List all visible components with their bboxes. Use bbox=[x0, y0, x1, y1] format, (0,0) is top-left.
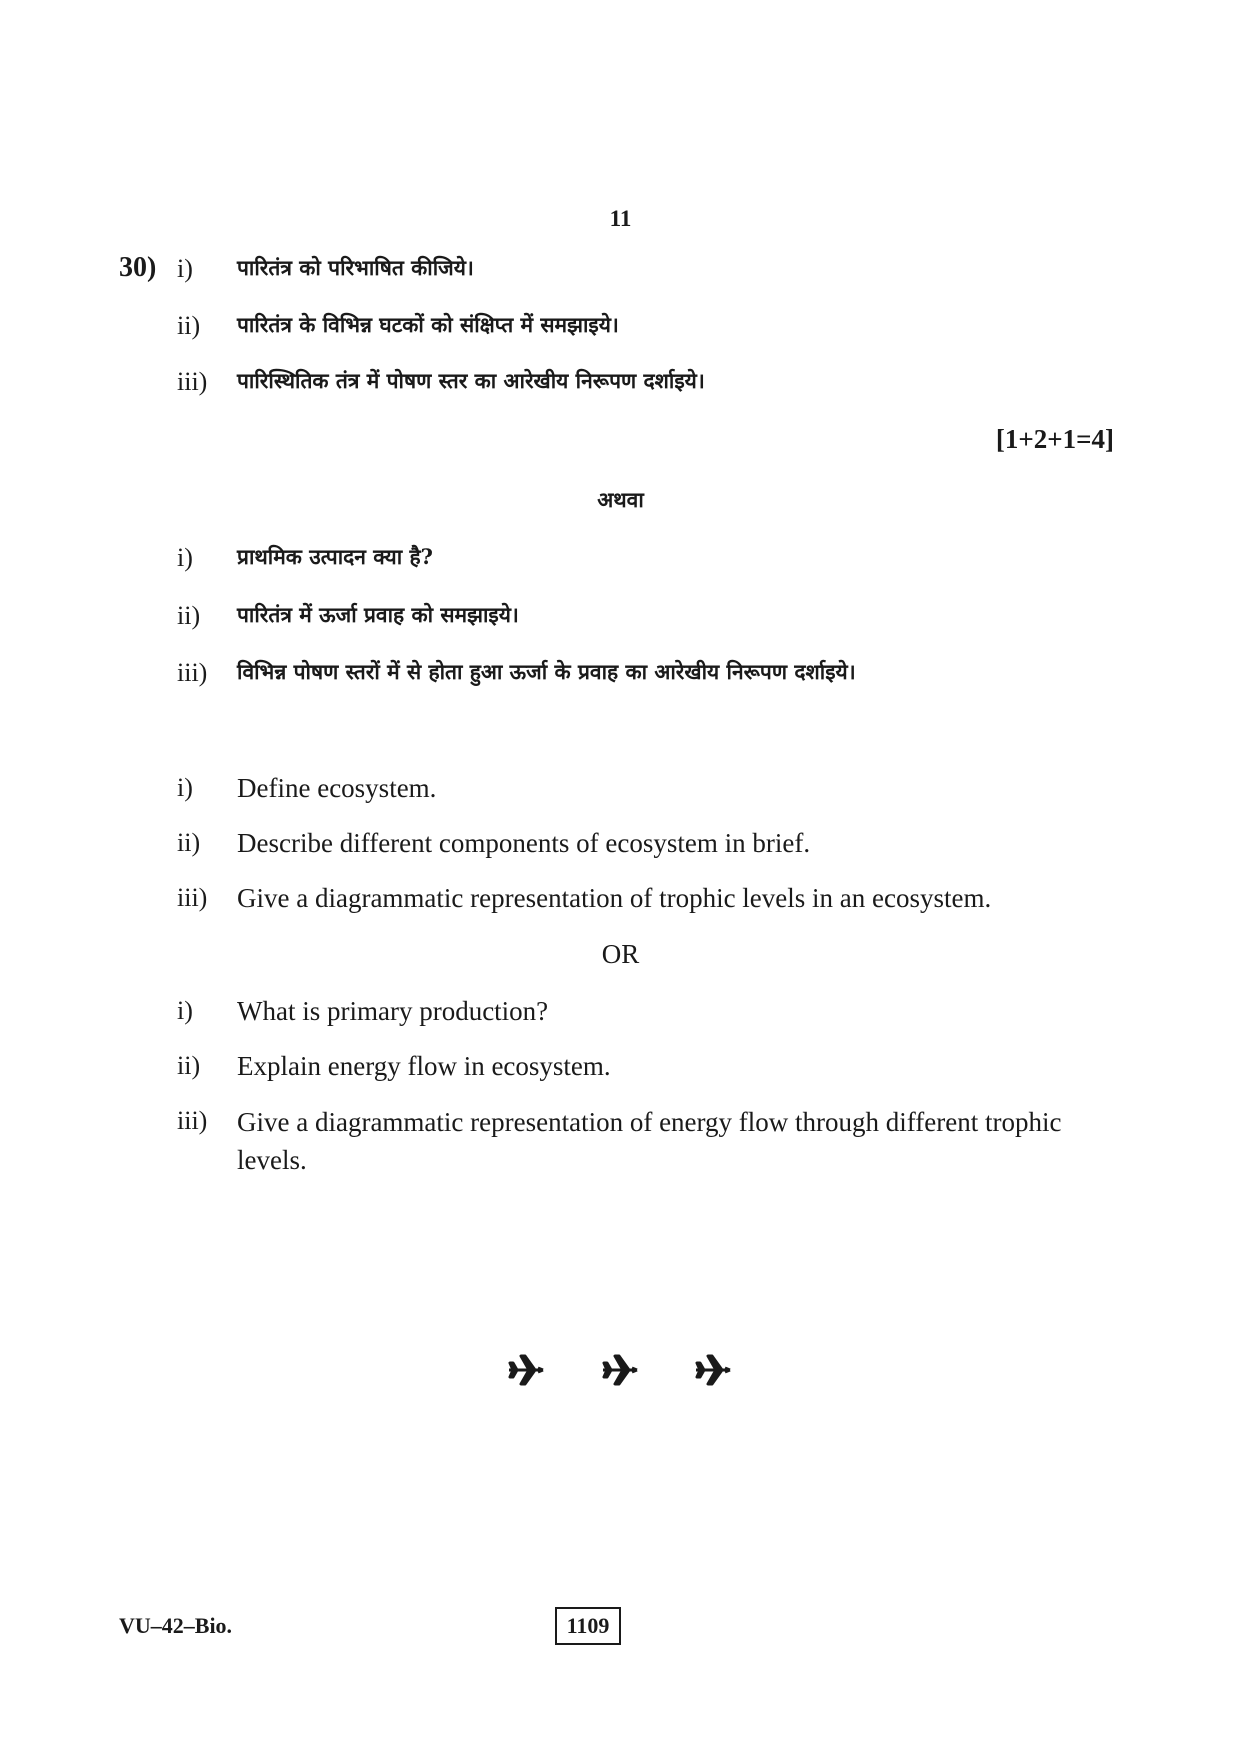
hindi-main-text-1: पारितंत्र को परिभाषित कीजिये। bbox=[237, 255, 474, 280]
english-alt-text-2: Explain energy flow in ecosystem. bbox=[237, 1051, 611, 1081]
hindi-main-label-3: iii) bbox=[177, 367, 208, 396]
english-main-label-2: ii) bbox=[177, 828, 201, 857]
hindi-alt-label-3: iii) bbox=[177, 658, 208, 687]
hindi-alt-text-3: विभिन्न पोषण स्तरों में से होता हुआ ऊर्जा के प्रवाह का आरेखीय निरूपण दर्शाइये। bbox=[237, 659, 856, 684]
english-main-text-1: Define ecosystem. bbox=[237, 773, 437, 803]
english-alt-label-2: ii) bbox=[177, 1051, 201, 1080]
or-separator-english: OR bbox=[601, 939, 640, 969]
end-of-paper-marks bbox=[0, 1350, 1241, 1394]
hindi-main-label-2: ii) bbox=[177, 311, 201, 340]
airplane-icon bbox=[601, 1350, 641, 1390]
english-alt-text-3: Give a diagrammatic representation of energy flow through different trophic levels. bbox=[237, 1107, 1062, 1175]
english-main-label-1: i) bbox=[177, 773, 193, 802]
english-main-label-3: iii) bbox=[177, 883, 208, 912]
hindi-alt-label-2: ii) bbox=[177, 601, 201, 630]
paper-code: VU–42–Bio. bbox=[119, 1613, 233, 1638]
question-number: 30) bbox=[119, 252, 157, 283]
english-main-text-3: Give a diagrammatic representation of trophic levels in an ecosystem. bbox=[237, 883, 992, 913]
hindi-main-text-3: पारिस्थितिक तंत्र में पोषण स्तर का आरेखीय निरूपण दर्शाइये। bbox=[237, 368, 705, 393]
hindi-alt-text-2: पारितंत्र में ऊर्जा प्रवाह को समझाइये। bbox=[237, 602, 519, 627]
english-alt-label-1: i) bbox=[177, 996, 193, 1025]
english-alt-text-1: What is primary production? bbox=[237, 996, 549, 1026]
airplane-icon bbox=[694, 1350, 734, 1390]
hindi-alt-text-1: प्राथमिक उत्पादन क्या है? bbox=[237, 544, 433, 569]
hindi-alt-label-1: i) bbox=[177, 543, 193, 572]
english-alt-label-3: iii) bbox=[177, 1106, 208, 1135]
paper-serial-number: 1109 bbox=[555, 1607, 621, 1645]
or-separator-hindi: अथवा bbox=[597, 487, 644, 512]
hindi-main-text-2: पारितंत्र के विभिन्न घटकों को संक्षिप्त में समझाइये। bbox=[237, 312, 619, 337]
airplane-icon bbox=[507, 1350, 547, 1390]
page-number: 11 bbox=[609, 206, 632, 231]
hindi-main-label-1: i) bbox=[177, 254, 193, 283]
marks-breakdown: [1+2+1=4] bbox=[995, 424, 1114, 454]
english-main-text-2: Describe different components of ecosystem in brief. bbox=[237, 828, 811, 858]
